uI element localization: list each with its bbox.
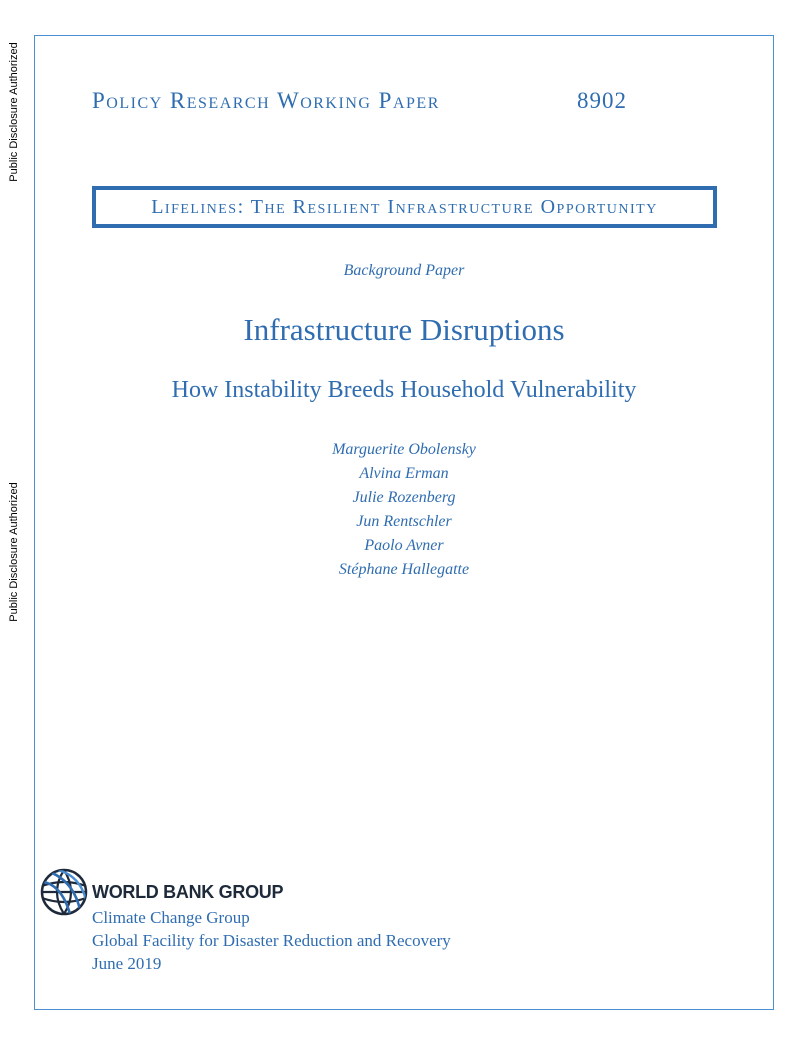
disclosure-label-bottom: Public Disclosure Authorized <box>8 482 20 622</box>
page-title: Infrastructure Disruptions <box>243 312 565 347</box>
author-name: Stéphane Hallegatte <box>338 561 470 578</box>
series-box <box>92 186 717 228</box>
series-title: Policy Research Working Paper <box>92 88 440 113</box>
paper-number: 8902 <box>577 88 627 113</box>
paper-type: Background Paper <box>343 262 465 279</box>
footer-info <box>92 906 451 975</box>
footer-date: June 2019 <box>92 954 162 973</box>
disclosure-label-top: Public Disclosure Authorized <box>8 42 20 182</box>
author-name: Marguerite Obolensky <box>332 441 476 458</box>
author-name: Jun Rentschler <box>356 513 452 530</box>
author-name: Paolo Avner <box>364 537 444 554</box>
footer-group: Climate Change Group <box>92 908 250 927</box>
author-name: Julie Rozenberg <box>352 489 456 506</box>
globe-icon <box>40 868 88 916</box>
page-subtitle: How Instability Breeds Household Vulnerability <box>171 377 637 403</box>
org-name: WORLD BANK GROUP <box>92 881 284 902</box>
author-name: Alvina Erman <box>359 465 449 482</box>
series-box-title: Lifelines: The Resilient Infrastructure Opportunity <box>151 195 658 218</box>
footer-facility: Global Facility for Disaster Reduction and Recovery <box>92 931 451 950</box>
author-list <box>34 438 774 582</box>
